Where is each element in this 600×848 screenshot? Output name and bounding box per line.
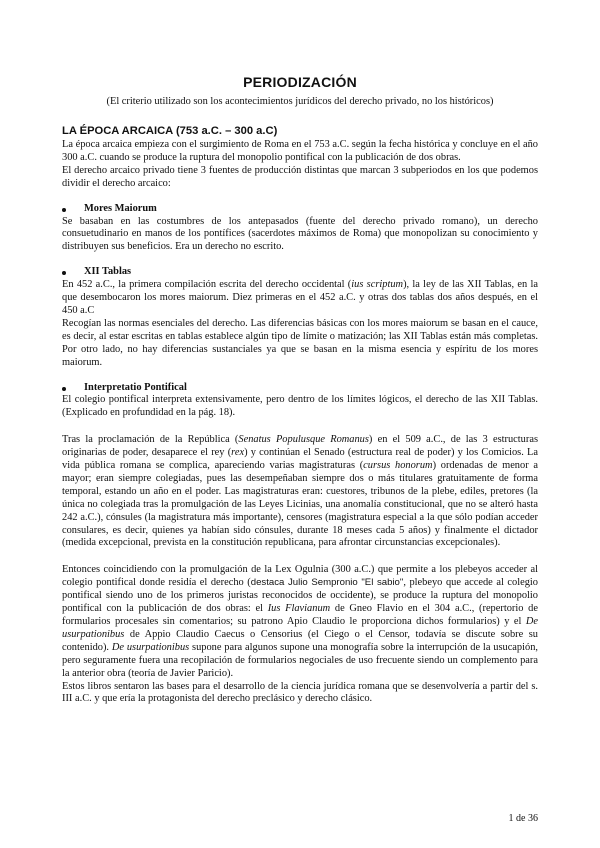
italic-term: De usurpationibus [62,616,538,640]
document-body [62,124,538,706]
text-run: de Appio Claudio Caecus o Censorius (el Ciego o el Censor, todavía se discute sobre su contenido). [62,628,538,653]
text-run: , plebeyo que accede al colegio pontifical siendo uno de los primeros juristas reconocidos de occidente), se produce la ruptura del monopolio pontifical con la publicación de dos obras: el [62,577,538,615]
section-heading: LA ÉPOCA ARCAICA (753 a.C. – 300 a.C) [62,125,278,137]
italic-term: Ius Flavianum [267,603,331,615]
italic-term: ius scriptum [351,279,404,291]
italic-term: cursus honorum [363,460,433,472]
text-run: En 452 a.C., la primera compilación escrita del derecho occidental ( [62,279,352,291]
bullet-icon [62,387,66,391]
highlight-run: destaca Julio Sempronio "El sabio" [250,577,404,589]
text-run: ), la ley de las XII Tablas, en la que desembocaron los mores maiorum. Diez primeras en el 452 a.C. y otras dos tablas dos años después, en el 450 a.C [62,279,539,316]
page-title: PERIODIZACIÓN [243,74,357,90]
intro-paragraph: La época arcaica empieza con el surgimiento de Roma en el 753 a.C. según la fecha histórica y concluye en el año 300 a.C. cuando se produce la ruptura del monopolio pontifical con la publicación de dos obras. [62,139,538,163]
text-run: ) y continúan el Senado (estructura real de poder) y los Comicios. La vida pública romana se complica, apareciendo varias magistraturas ( [62,447,538,472]
bullet-heading-tablas [62,266,538,279]
italic-term: rex [231,447,245,459]
bullet-heading-interpretatio [62,382,538,395]
text-run: ) ordenadas de menor a mayor; eran siempre colegiadas, pues las desempeñaban siempre dos o más titulares gratuitamente de forma temporal, estando un año en el poder. Las magistraturas eran: cuestores, tribunos de la plebe, ediles, pretores (la única no colegiada tras la promulgación de las Leyes Licinias, una anomalía constitucional, que no se alteró hasta 242 a.C.), cónsules (la magistratura más importante), censores (magistratura especial a la que sólo podían acceder consulares, es decir, quienes ya habían sido cónsules, durante 18 meses cada 5 años) y finalmente el dictador (medida excepcional, prevista en la constitución republicana, para afrontar circunstancias excepcionales). [62,460,538,549]
bullet-icon [62,271,66,275]
conclusion-paragraph: Estos libros sentaron las bases para el desarrollo de la ciencia jurídica romana que se desenvolvería a partir del s. III a.C. y que ería la protagonista del derecho preclásico y derecho clásico. [62,680,538,705]
text-run: Tras la proclamación de la República ( [62,434,239,446]
ogulnia-paragraph [62,564,538,680]
page-subtitle: (El criterio utilizado son los acontecimientos jurídicos del derecho privado, no los históricos) [106,96,494,107]
mores-paragraph: Se basaban en las costumbres de los antepasados (fuente del derecho privado romano), un derecho consuetudinario en manos de los pontífices (sacerdotes máximos de Roma) que monopolizan su conocimiento y distribuyen sus beneficios. Era un derecho no escrito. [62,215,538,253]
tablas-paragraph [62,279,538,318]
text-run: Entonces coincidiendo con la promulgación de la Lex Ogulnia (300 a.C.) que permite a los plebeyos acceder al colegio pontifical donde residía el derecho ( [62,564,538,589]
text-run: de Gneo Flavio en el 304 a.C., (repertorio de formularios procesales sin comentarios; su patrono Apio Claudio le proporciona dichos formularios) y el [62,603,538,627]
bullet-heading-label: XII Tablas [84,266,132,278]
republica-paragraph [62,434,538,550]
bullet-heading-mores [62,203,538,216]
text-run: ) en el 509 a.C., de las 3 estructuras originarias de poder, desaparece el rey ( [62,434,538,459]
tablas-paragraph-2: Recogían las normas esenciales del derecho. Las diferencias básicas con los mores maiorum se basan en el cauce, es decir, al estar escritas en tablas establece algún tipo de límite o matización; las XII Tablas están más completas. Por otro lado, no hay diferencias sustanciales ya que se basan en la misma esencia y espíritu de los mores maiorum. [62,317,538,368]
page-number: 1 de 36 [508,813,538,824]
bullet-icon [62,208,66,212]
bullet-heading-label: Mores Maiorum [84,202,157,214]
intro-paragraph-2: El derecho arcaico privado tiene 3 fuentes de producción distintas que marcan 3 subperiodos en los que podemos dividir el derecho arcaico: [62,164,538,189]
italic-term: Senatus Populusque Romanus [238,434,369,446]
italic-term: De usurpationibus [111,641,190,653]
interpretatio-paragraph: El colegio pontifical interpreta extensivamente, pero dentro de los límites lógicos, el derecho de las XII Tablas. (Explicado en profundidad en la pág. 18). [62,394,538,419]
bullet-heading-label: Interpretatio Pontifical [84,381,187,393]
text-run: supone para algunos supone una monografía sobre la interrupción de la usucapión, pero seguramente fuera una recopilación de formularios negociales de uso frecuente siendo un complemento para la anterior obra (teoría de Javier Paricio). [62,641,538,679]
